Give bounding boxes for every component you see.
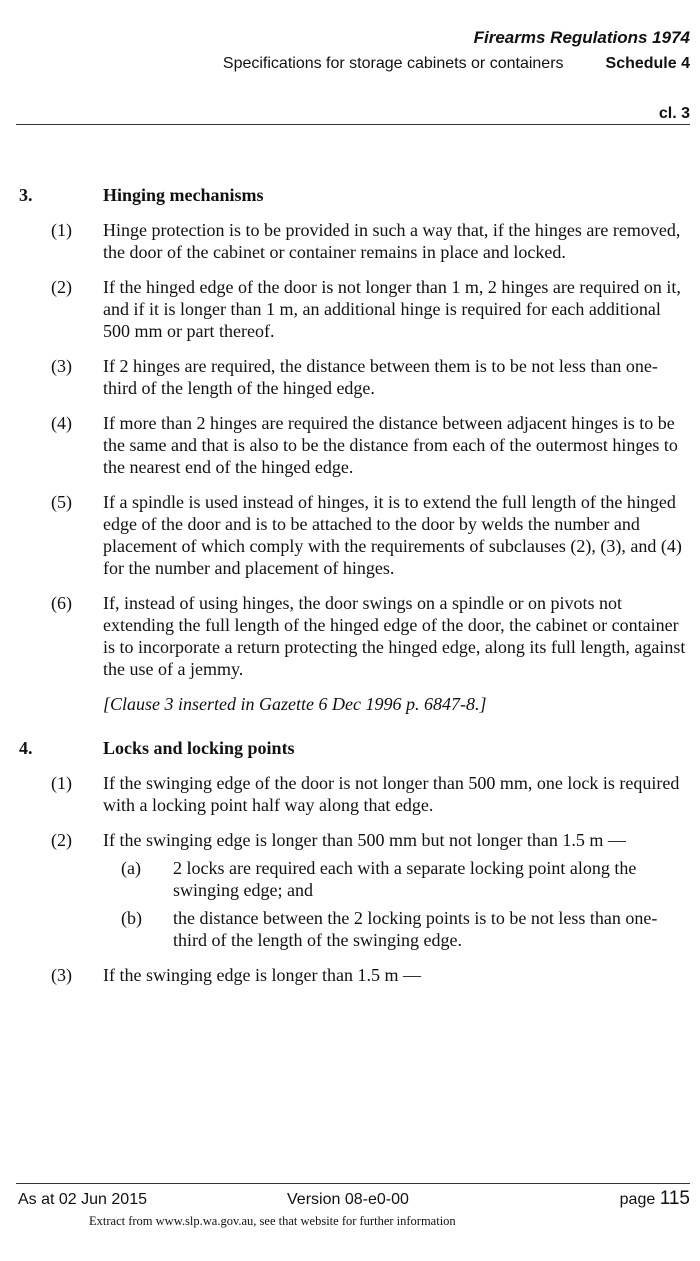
as-at-date: As at 02 Jun 2015: [18, 1191, 147, 1208]
subclause-text: If 2 hinges are required, the distance between them is to be not less than one-third of the length of the hinged edge.: [103, 356, 658, 398]
paragraph-text: 2 locks are required each with a separate locking point along the swinging edge; and: [173, 858, 637, 900]
subclause: [0, 491, 700, 579]
subclause: [0, 772, 700, 816]
subclause: [0, 355, 700, 399]
page-number-value: 115: [659, 1188, 690, 1209]
subclause-number: (1): [51, 220, 72, 240]
subclause-number: (2): [51, 830, 72, 850]
subclause: [0, 964, 700, 986]
subclause-text: If the swinging edge of the door is not longer than 500 mm, one lock is required with a locking point half way along that edge.: [103, 773, 680, 815]
subclause-text: If the swinging edge is longer than 1.5 m —: [103, 965, 421, 985]
subclause: [0, 276, 700, 342]
subclause: [0, 592, 700, 680]
subclause-text: Hinge protection is to be provided in such a way that, if the hinges are removed, the door of the cabinet or container remains in place and locked.: [103, 220, 681, 262]
clause-4-heading: [0, 737, 700, 759]
clause-heading-text: Hinging mechanisms: [103, 185, 264, 205]
subclause-text: If a spindle is used instead of hinges, it is to extend the full length of the hinged edge of the door and is to be attached to the door by welds the number and placement of which comply with the requirements of subclauses (2), (3), and (4) for the number and placement of hinges.: [103, 492, 682, 578]
footer-divider: [16, 1183, 690, 1184]
schedule-description: Specifications for storage cabinets or containers: [222, 55, 564, 72]
page-number: [620, 1188, 690, 1211]
subclause-text: If more than 2 hinges are required the distance between adjacent hinges is to be the same and that is also to be the distance from each of the outermost hinges to the nearest end of the hinged edge.: [103, 413, 678, 477]
header-divider: [16, 124, 690, 125]
subclause-text: If the swinging edge is longer than 500 mm but not longer than 1.5 m —: [103, 830, 626, 850]
extract-notice: Extract from www.slp.wa.gov.au, see that website for further information: [89, 1214, 456, 1228]
subclause-number: (2): [51, 277, 72, 297]
paragraph-text: the distance between the 2 locking points is to be not less than one-third of the length of the swinging edge.: [173, 908, 658, 950]
amendment-note: [Clause 3 inserted in Gazette 6 Dec 1996 p. 6847-8.]: [103, 694, 487, 714]
clause-3-heading: [0, 184, 700, 206]
paragraph: [0, 857, 700, 901]
subclause: [0, 829, 700, 851]
paragraph-number: (a): [121, 858, 141, 878]
subclause-number: (1): [51, 773, 72, 793]
paragraph-number: (b): [121, 908, 142, 928]
subclause-text: If, instead of using hinges, the door swings on a spindle or on pivots not extending the full length of the hinged edge of the door, the cabinet or container is to incorporate a return protecting the hinged edge, along its full length, against the use of a jemmy.: [103, 593, 686, 679]
schedule-label: Schedule 4: [605, 55, 690, 72]
subclause-number: (3): [51, 356, 72, 376]
version-label: Version 08-e0-00: [287, 1191, 409, 1208]
clause-number: 3.: [19, 185, 33, 205]
clause-number: 4.: [19, 738, 33, 758]
subclause-number: (6): [51, 593, 72, 613]
document-subtitle: [223, 54, 690, 74]
subclause: [0, 412, 700, 478]
clause-reference: cl. 3: [658, 105, 690, 122]
subclause-number: (5): [51, 492, 72, 512]
paragraph: [0, 907, 700, 951]
document-body: [0, 184, 700, 999]
clause-heading-text: Locks and locking points: [103, 738, 295, 758]
page-label: page: [619, 1191, 656, 1208]
subclause: [0, 219, 700, 263]
subclause-number: (3): [51, 965, 72, 985]
document-title: Firearms Regulations 1974: [473, 28, 690, 47]
subclause-text: If the hinged edge of the door is not longer than 1 m, 2 hinges are required on it, and if it is longer than 1 m, an additional hinge is required for each additional 500 mm or part thereof.: [103, 277, 681, 341]
subclause-number: (4): [51, 413, 72, 433]
